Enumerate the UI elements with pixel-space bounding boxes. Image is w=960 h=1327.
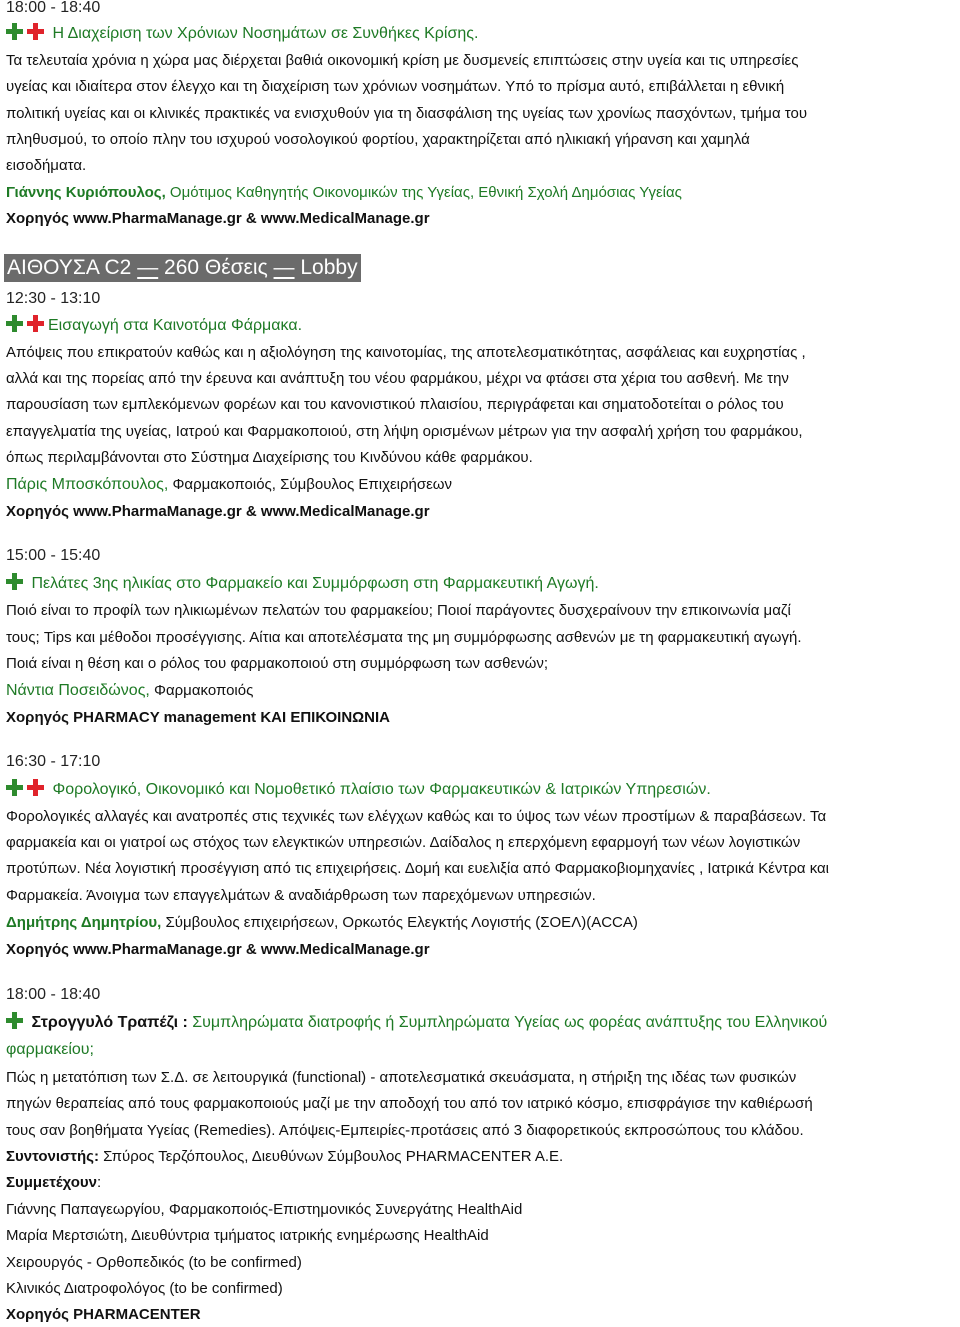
sponsor: Χορηγός PHARMACY management ΚΑΙ ΕΠΙΚΟΙΝΩΝΙΑ	[6, 709, 391, 726]
session-title-text: Φορολογικό, Οικονομικό και Νομοθετικό πλαίσιο των Φαρμακευτικών & Ιατρικών Υπηρεσιών.	[52, 781, 711, 798]
description-line: πληθυσμού, το οποίο πλην του ισχυρού νοσολογικού φορτίου, χαρακτηρίζεται από ηλικιακή γήρανση και χαμηλά	[6, 131, 750, 148]
speaker-role: Ομότιμος Καθηγητής Οικονομικών της Υγείας, Εθνική Σχολή Δημόσιας Υγείας	[165, 184, 682, 201]
green-cross-icon	[6, 779, 23, 796]
room-dash: —	[273, 256, 295, 279]
speaker	[6, 473, 452, 497]
speaker-name: Νάντια Ποσειδώνος,	[6, 682, 150, 699]
session-title-continuation: φαρμακείου;	[6, 1041, 94, 1058]
coordinator-label: Συντονιστής:	[6, 1148, 99, 1165]
green-cross-icon	[6, 573, 23, 590]
coordinator	[6, 1145, 563, 1169]
description-line: παρουσίαση των εμπλεκόμενων φορέων και του κανονιστικού πλαισίου, περιγράφεται και σηματοδοτείται ο ρόλος του	[6, 396, 784, 413]
description-line: Τα τελευταία χρόνια η χώρα μας διέρχεται βαθιά οικονομική κρίση με δυσμενείς επιπτώσεις στην υγεία και τις υπηρεσίες	[6, 52, 799, 69]
session-title	[6, 22, 478, 46]
participants-colon: :	[97, 1174, 102, 1191]
description-line: επαγγελματία της υγείας, Ιατρού και Φαρμακοποιού, στη λήψη ορισμένων μέτρων για την ασφαλή χρήση του φαρμάκου,	[6, 423, 803, 440]
speaker-name: Πάρις Μποσκόπουλος,	[6, 476, 169, 493]
description-line: φαρμακεία και οι γιατροί ως στόχος των ελεγκτικών υπηρεσιών. Δαίδαλος η επερχόμενη εφαρμογή των νέων λογιστικών	[6, 834, 801, 851]
sponsor: Χορηγός PHARMACENTER	[6, 1306, 201, 1323]
session-time: 12:30 - 13:10	[6, 290, 101, 307]
session-title	[6, 778, 711, 802]
sponsor: Χορηγός www.PharmaManage.gr & www.MedicalManage.gr	[6, 210, 430, 227]
participants-label: Συμμετέχουν	[6, 1174, 97, 1191]
description-line: Πώς η μετατόπιση των Σ.Δ. σε λειτουργικά (functional) - αποτελεσματικά σκευάσματα, η στήριξη της ιδέας των φυσικών	[6, 1069, 797, 1086]
room-prefix: ΑΙΘΟΥΣΑ C2	[7, 256, 138, 279]
green-cross-icon	[6, 315, 23, 332]
description-line: εισοδήματα.	[6, 157, 87, 174]
description-line: Φορολογικές αλλαγές και ανατροπές στις τεχνικές των ελέγχων καθώς και το ύψος των νέων προστίμων & παραβάσεων. Τα	[6, 808, 827, 825]
room-location: Lobby	[294, 256, 358, 279]
description-line: πολιτική υγείας και οι κλινικές πρακτικές να ενισχυθούν για τη διασφάλιση της υγείας των χρονίως πασχόντων, τμήμα του	[6, 105, 808, 122]
speaker	[6, 181, 682, 205]
speaker	[6, 911, 638, 935]
session-time: 15:00 - 15:40	[6, 547, 101, 564]
session-time: 18:00 - 18:40	[6, 0, 101, 16]
description-line: Φαρμακεία. Άνοιγμα των επαγγελμάτων & αναδιάρθρωση των παρεχόμενων υπηρεσιών.	[6, 887, 596, 904]
session-title	[6, 572, 599, 596]
description-line: πηγών θεραπείας από τους φαρμακοποιούς μαζί με την αποδοχή του από τον ιατρικό κόσμο, επισφράγισε την καθιέρωσή	[6, 1095, 813, 1112]
session-time: 16:30 - 17:10	[6, 753, 101, 770]
room-capacity: 260 Θέσεις	[158, 256, 274, 279]
session-title-text: Εισαγωγή στα Καινοτόμα Φάρμακα.	[48, 317, 303, 334]
speaker-role: Φαρμακοποιός	[149, 682, 254, 699]
participant: Χειρουργός - Ορθοπεδικός (to be confirmed)	[6, 1254, 302, 1271]
red-cross-icon	[27, 315, 44, 332]
session-title-text: Η Διαχείριση των Χρόνιων Νοσημάτων σε Συνθήκες Κρίσης.	[52, 25, 479, 42]
participant: Κλινικός Διατροφολόγος (to be confirmed)	[6, 1280, 283, 1297]
description-line: αλλά και της πορείας από την έρευνα και ανάπτυξη του νέου φαρμάκου, μέχρι να φτάσει στα χέρια του ασθενή. Με την	[6, 370, 789, 387]
speaker-role: Φαρμακοποιός, Σύμβουλος Επιχειρήσεων	[168, 476, 453, 493]
session-title	[6, 1011, 827, 1035]
red-cross-icon	[27, 23, 44, 40]
green-cross-icon	[6, 1012, 23, 1029]
speaker-name: Γιάννης Κυριόπουλος,	[6, 184, 166, 201]
session-title-text: Συμπληρώματα διατροφής ή Συμπληρώματα Υγείας ως φορέας ανάπτυξης του Ελληνικού	[192, 1014, 828, 1031]
session-title-text: Πελάτες 3ης ηλικίας στο Φαρμακείο και Συμμόρφωση στη Φαρμακευτική Αγωγή.	[31, 575, 599, 592]
description-line: Ποιά είναι η θέση και ο ρόλος του φαρμακοποιού στη συμμόρφωση των ασθενών;	[6, 655, 549, 672]
session-title	[6, 314, 302, 338]
participants-heading	[6, 1171, 101, 1195]
red-cross-icon	[27, 779, 44, 796]
room-header	[4, 254, 361, 282]
description-line: προτύπων. Νέα λογιστική προσέγγιση από τις επιχειρήσεις. Δομή και ευελιξία από Φαρμακοβιομηχανίες , Ιατρικά Κέντρα και	[6, 860, 830, 877]
session-time: 18:00 - 18:40	[6, 986, 101, 1003]
description-line: υγείας και ιδιαίτερα στον έλεγχο και τη διαχείριση των χρόνιων νοσημάτων. Υπό το πρίσμα αυτό, επιβάλλεται η εθνική	[6, 78, 785, 95]
participant: Μαρία Μερτσιώτη, Διευθύντρια τμήματος ιατρικής ενημέρωσης HealthAid	[6, 1227, 489, 1244]
speaker	[6, 679, 253, 703]
participant: Γιάννης Παπαγεωργίου, Φαρμακοποιός-Επιστημονικός Συνεργάτης HealthAid	[6, 1201, 523, 1218]
description-line: τους σαν βοηθήματα Υγείας (Remedies). Απόψεις-Εμπειρίες-προτάσεις από 3 διαφορετικούς εκπροσώπους του κλάδου.	[6, 1122, 804, 1139]
session-title-prefix: Στρογγυλό Τραπέζι :	[31, 1014, 193, 1031]
speaker-name: Δημήτρης Δημητρίου,	[6, 914, 162, 931]
speaker-role: Σύμβουλος επιχειρήσεων, Ορκωτός Ελεγκτής Λογιστής (ΣΟΕΛ)(ACCA)	[161, 914, 638, 931]
description-line: τους; Tips και μέθοδοι προσέγγισης. Αίτια και αποτελέσματα της μη συμμόρφωσης ασθενών με τη φαρμακευτική αγωγή.	[6, 629, 802, 646]
coordinator-name: Σπύρος Τερζόπουλος, Διευθύνων Σύμβουλος PHARMACENTER A.E.	[98, 1148, 564, 1165]
description-line: Ποιό είναι το προφίλ των ηλικιωμένων πελατών του φαρμακείου; Ποιοί παράγοντες δυσχεραίνουν την επικοινωνία μαζί	[6, 602, 791, 619]
description-line: Απόψεις που επικρατούν καθώς και η αξιολόγηση της καινοτομίας, της αποτελεσματικότητας, ασφάλειας και ευχρηστίας ,	[6, 344, 806, 361]
green-cross-icon	[6, 23, 23, 40]
description-line: όπως περιλαμβάνονται στο Σύστημα Διαχείρισης του Κινδύνου κάθε φαρμάκου.	[6, 449, 533, 466]
room-dash: —	[137, 256, 159, 279]
sponsor: Χορηγός www.PharmaManage.gr & www.MedicalManage.gr	[6, 941, 430, 958]
sponsor: Χορηγός www.PharmaManage.gr & www.MedicalManage.gr	[6, 503, 430, 520]
